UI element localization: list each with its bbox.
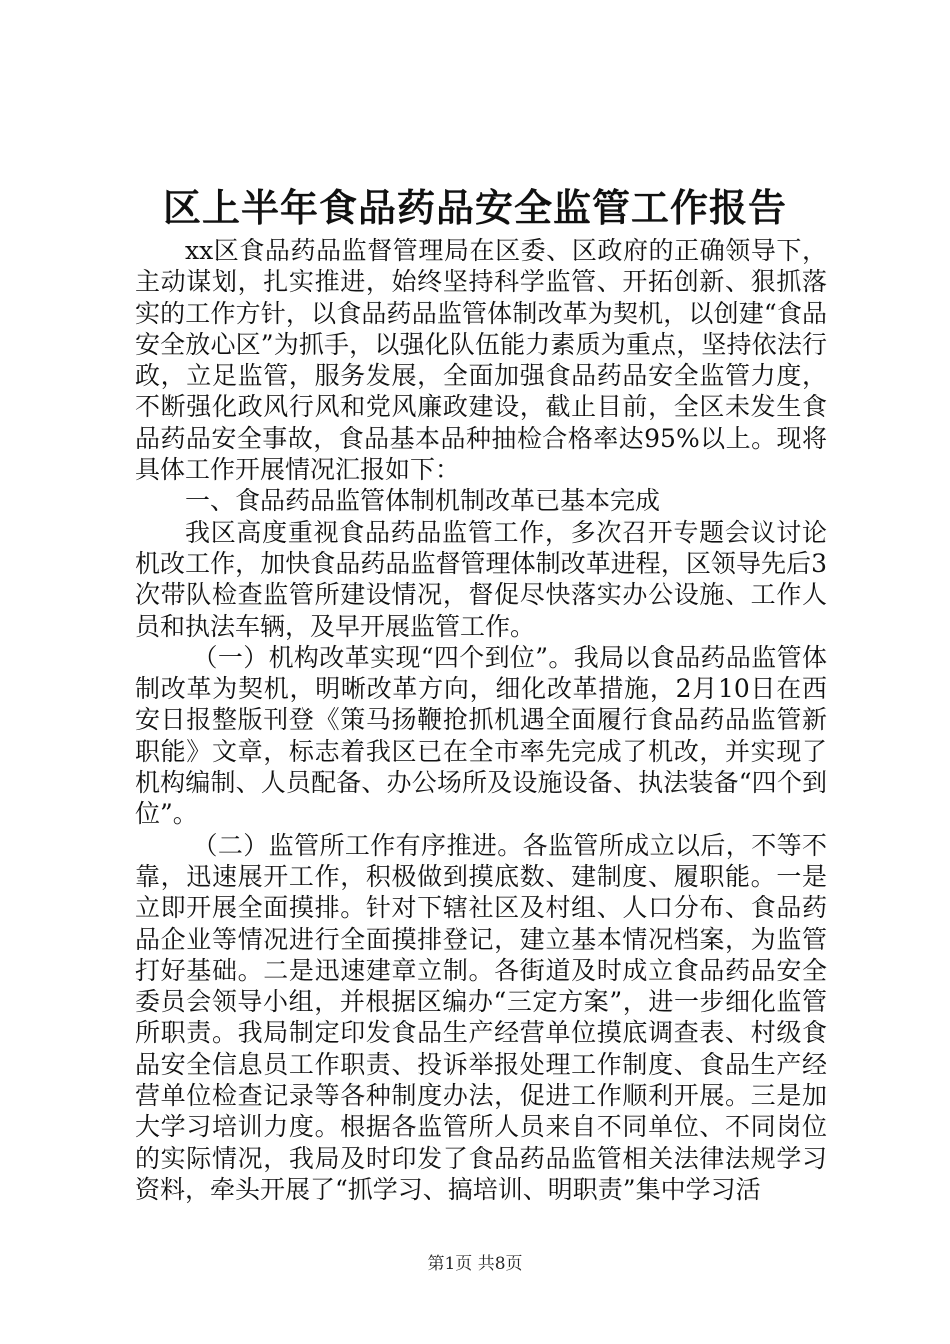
- page-number-footer: 第1页 共8页: [427, 1254, 523, 1274]
- document-body: [135, 235, 827, 1205]
- section-heading-1: 一、食品药品监管体制机制改革已基本完成: [185, 486, 661, 516]
- body-paragraph: 我区高度重视食品药品监管工作，多次召开专题会议讨论机改工作，加快食品药品监督管理体制改革进程，区领导先后3次带队检查监管所建设情况，督促尽快落实办公设施、工作人员和执法车辆，及早开展监管工作。: [135, 517, 827, 641]
- subsection-paragraph-1: （一）机构改革实现“四个到位”。我局以食品药品监管体制改革为契机，明晰改革方向，细化改革措施，2月10日在西安日报整版刊登《策马扬鞭抢抓机遇全面履行食品药品监管新职能》文章，标志着我区已在全市率先完成了机改，并实现了机构编制、人员配备、办公场所及设施设备、执法装备“四个到位”。: [135, 642, 827, 829]
- document-title: 区上半年食品药品安全监管工作报告: [162, 185, 787, 230]
- subsection-paragraph-2: （二）监管所工作有序推进。各监管所成立以后，不等不靠，迅速展开工作，积极做到摸底数、建制度、履职能。一是立即开展全面摸排。针对下辖社区及村组、人口分布、食品药品企业等情况进行全面摸排登记，建立基本情况档案，为监管打好基础。二是迅速建章立制。各街道及时成立食品药品安全委员会领导小组，并根据区编办“三定方案”，进一步细化监管所职责。我局制定印发食品生产经营单位摸底调查表、村级食品安全信息员工作职责、投诉举报处理工作制度、食品生产经营单位检查记录等各种制度办法，促进工作顺利开展。三是加大学习培训力度。根据各监管所人员来自不同单位、不同岗位的实际情况，我局及时印发了食品药品监管相关法律法规学习资料，牵头开展了“抓学习、搞培训、明职责”集中学习活: [135, 830, 827, 1204]
- intro-paragraph: xx区食品药品监督管理局在区委、区政府的正确领导下，主动谋划，扎实推进，始终坚持科学监管、开拓创新、狠抓落实的工作方针，以食品药品监管体制改革为契机，以创建“食品安全放心区”为抓手，以强化队伍能力素质为重点，坚持依法行政，立足监管，服务发展，全面加强食品药品安全监管力度，不断强化政风行风和党风廉政建设，截止目前，全区未发生食品药品安全事故，食品基本品种抽检合格率达95%以上。现将具体工作开展情况汇报如下：: [135, 236, 827, 485]
